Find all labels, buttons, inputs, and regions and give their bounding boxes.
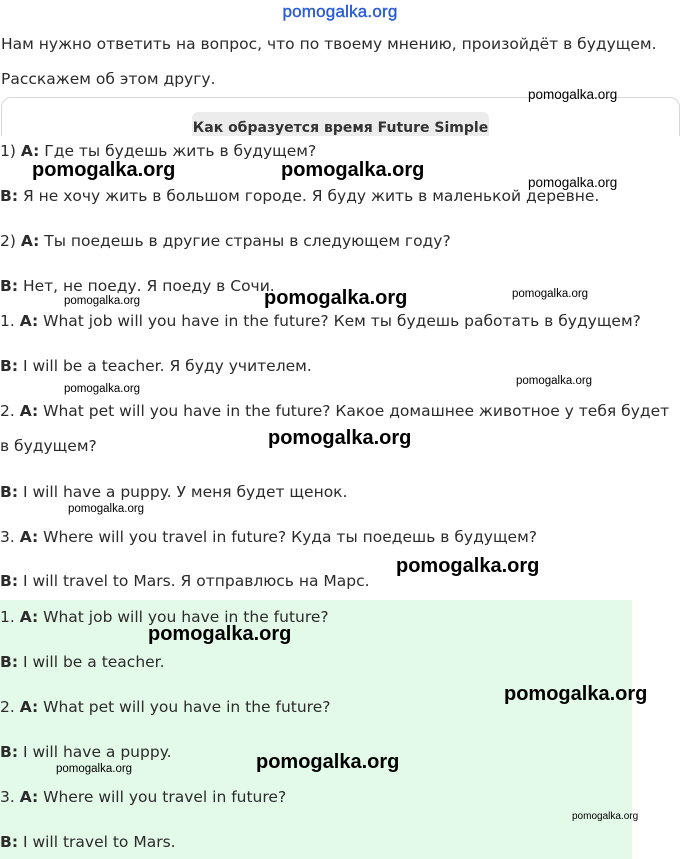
qa-question-text: Where will you travel in future? Куда ты поедешь в будущем? bbox=[38, 528, 538, 546]
dialog-2-answer bbox=[0, 276, 275, 296]
qa-answer-text: I will be a teacher. bbox=[18, 653, 165, 671]
speaker-b: B: bbox=[0, 743, 19, 761]
speaker-a: A: bbox=[19, 312, 39, 330]
speaker-b: B: bbox=[0, 572, 19, 590]
qa-answer-text: I will travel to Mars. bbox=[18, 833, 176, 851]
dialog-2-answer-text: Нет, не поеду. Я поеду в Сочи. bbox=[18, 277, 275, 295]
watermark: pomogalka.org bbox=[528, 175, 618, 190]
watermark: pomogalka.org bbox=[148, 623, 292, 645]
answer-3-question bbox=[0, 787, 286, 807]
qa-number: 2. bbox=[0, 698, 15, 716]
watermark: pomogalka.org bbox=[572, 811, 639, 822]
qa-answer-text: I will have a puppy. bbox=[18, 743, 172, 761]
qa-full-2-question bbox=[0, 401, 669, 421]
qa-number: 3. bbox=[0, 528, 15, 546]
watermark: pomogalka.org bbox=[512, 288, 589, 300]
speaker-b: B: bbox=[0, 483, 19, 501]
qa-question-text: What pet will you have in the future? Какое домашнее животное у тебя будет bbox=[38, 402, 670, 420]
qa-answer-text: I will be a teacher. Я буду учителем. bbox=[18, 357, 312, 375]
watermark: pomogalka.org bbox=[64, 383, 141, 395]
answer-block bbox=[0, 600, 632, 859]
qa-full-1-question bbox=[0, 311, 641, 331]
dialog-1-answer bbox=[0, 186, 599, 206]
speaker-a: A: bbox=[19, 698, 39, 716]
speaker-a: A: bbox=[19, 402, 39, 420]
watermark: pomogalka.org bbox=[516, 375, 593, 387]
qa-full-2-question-cont: в будущем? bbox=[0, 437, 97, 455]
answer-3-answer bbox=[0, 832, 176, 852]
future-simple-tab-label[interactable]: Как образуется время Future Simple bbox=[192, 120, 489, 136]
speaker-b: B: bbox=[0, 187, 19, 205]
watermark: pomogalka.org bbox=[68, 503, 145, 515]
watermark: pomogalka.org bbox=[256, 751, 400, 773]
site-watermark-top[interactable]: pomogalka.org bbox=[282, 2, 398, 21]
qa-full-2-answer bbox=[0, 482, 347, 502]
qa-answer-text: I will travel to Mars. Я отправлюсь на Марс. bbox=[18, 572, 370, 590]
speaker-a: A: bbox=[20, 142, 40, 160]
speaker-a: A: bbox=[19, 528, 39, 546]
qa-answer-text: I will have a puppy. У меня будет щенок. bbox=[18, 483, 348, 501]
watermark: pomogalka.org bbox=[64, 295, 141, 307]
answer-2-answer bbox=[0, 742, 172, 762]
speaker-a: A: bbox=[19, 788, 39, 806]
intro-line-2: Расскажем об этом другу. bbox=[1, 70, 216, 88]
watermark: pomogalka.org bbox=[396, 555, 540, 577]
dialog-1-answer-text: Я не хочу жить в большом городе. Я буду жить в маленькой деревне. bbox=[18, 187, 600, 205]
speaker-b: B: bbox=[0, 833, 19, 851]
watermark: pomogalka.org bbox=[268, 427, 412, 449]
speaker-b: B: bbox=[0, 653, 19, 671]
answer-2-question bbox=[0, 697, 330, 717]
dialog-2-number: 2) bbox=[0, 232, 16, 250]
intro-line-1: Нам нужно ответить на вопрос, что по твоему мнению, произойдёт в будущем. bbox=[1, 35, 657, 53]
qa-full-3-answer bbox=[0, 571, 370, 591]
speaker-b: B: bbox=[0, 277, 19, 295]
qa-number: 3. bbox=[0, 788, 15, 806]
qa-question-text: Where will you travel in future? bbox=[38, 788, 287, 806]
qa-number: 1. bbox=[0, 312, 15, 330]
speaker-b: B: bbox=[0, 357, 19, 375]
watermark: pomogalka.org bbox=[528, 87, 618, 102]
watermark: pomogalka.org bbox=[56, 763, 133, 775]
qa-number: 2. bbox=[0, 402, 15, 420]
dialog-2-question-text: Ты поедешь в другие страны в следующем году? bbox=[39, 232, 451, 250]
watermark: pomogalka.org bbox=[281, 159, 425, 181]
qa-question-text: What pet will you have in the future? bbox=[38, 698, 331, 716]
dialog-2-question bbox=[0, 231, 451, 251]
speaker-a: A: bbox=[20, 232, 40, 250]
dialog-1-question bbox=[0, 141, 316, 161]
watermark: pomogalka.org bbox=[504, 683, 648, 705]
watermark: pomogalka.org bbox=[32, 159, 176, 181]
answer-1-answer bbox=[0, 652, 165, 672]
dialog-1-number: 1) bbox=[0, 142, 16, 160]
qa-full-3-question bbox=[0, 527, 537, 547]
qa-question-text: What job will you have in the future? Кем ты будешь работать в будущем? bbox=[38, 312, 641, 330]
speaker-a: A: bbox=[19, 608, 39, 626]
qa-full-1-answer bbox=[0, 356, 312, 376]
watermark: pomogalka.org bbox=[264, 287, 408, 309]
qa-number: 1. bbox=[0, 608, 15, 626]
qa-question-text: What job will you have in the future? bbox=[38, 608, 329, 626]
dialog-1-question-text: Где ты будешь жить в будущем? bbox=[39, 142, 317, 160]
